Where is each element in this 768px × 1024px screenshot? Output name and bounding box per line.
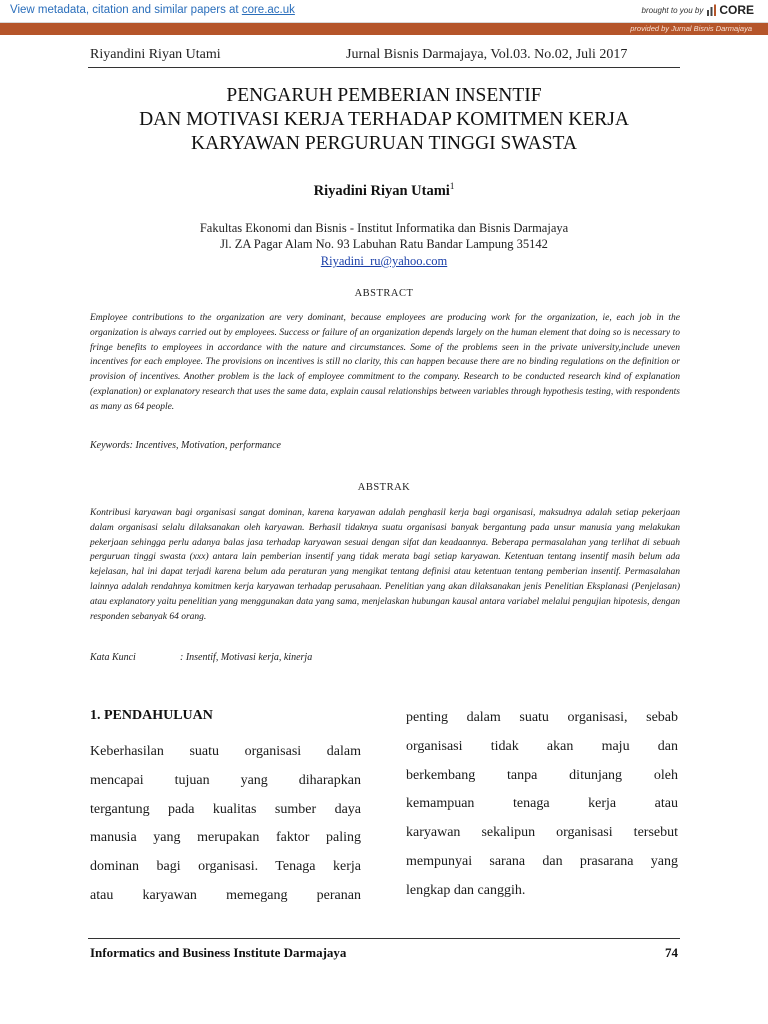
title-line-3: KARYAWAN PERGURUAN TINGGI SWASTA: [191, 133, 577, 154]
body-column-right: [406, 704, 678, 906]
body-line: organisasi tidak akan maju dan: [406, 738, 678, 754]
core-logo-icon: [706, 4, 717, 17]
core-logo-text: CORE: [719, 3, 754, 17]
provided-by-bar: [0, 23, 768, 35]
body-line: lengkap dan canggih.: [406, 882, 526, 898]
keywords-id: [90, 652, 680, 663]
body-column-left: [90, 738, 361, 911]
core-logo[interactable]: [706, 3, 754, 17]
body-line: manusia yang merupakan faktor paling: [90, 830, 361, 846]
body-line: penting dalam suatu organisasi, sebab: [406, 710, 678, 725]
keywords-id-values: : Insentif, Motivasi kerja, kinerja: [180, 652, 313, 663]
running-header-author: Riyandini Riyan Utami: [90, 47, 221, 62]
header-rule: [88, 67, 680, 68]
footer-rule: [88, 938, 680, 939]
affiliation-line-2: Jl. ZA Pagar Alam No. 93 Labuhan Ratu Bandar Lampung 35142: [220, 237, 548, 251]
body-line: berkembang tanpa ditunjang oleh: [406, 767, 678, 783]
core-link[interactable]: core.ac.uk: [241, 4, 295, 16]
body-line: tergantung pada kualitas sumber daya: [90, 801, 361, 817]
body-line: mempunyai sarana dan prasarana yang: [406, 853, 678, 869]
provided-by-text: provided by Jurnal Bisnis Darmajaya: [630, 24, 752, 33]
abstrak-body: Kontribusi karyawan bagi organisasi sangat dominan, karena karyawan adalah penghasil kerja bagi organisasi, maksudnya adalah setiap pekerjaan dalam organisasi selalu dilaksanakan oleh karyawan. Berhasil tidaknya suatu organisasi banyak bergantung pada unsur manusia yang melakukan pekerjaan sehingga perlu adanya balas jasa terhadap karyawan sesuai dengan sifat dan keadaannya. Beberapa permasalahan yang terlihat di sebuah perguruan tinggi swasta (xxx) antara lain pemberian insentif yang tidak merata bagi setiap karyawan. Ketentuan tentang insentif masih belum ada kejelasan, hal ini dapat terjadi karena belum ada peraturan yang mengikat tentang definisi atau ketentuan tentang pemberian insentif. Permasalahan lainnya adalah rendahnya komitmen kerja karyawan terhadap perusahaan. Penelitian yang akan dilaksanakan jenis Penelitian Eksplanasi (Penjelasan) atau explanatory yaitu penelitian yang menggunakan data yang sama, menjelaskan hubungan kausal antara variabel melalui pengujian hipotesis, dengan responden sebanyak 64 orang.: [90, 508, 680, 622]
abstract-label: ABSTRACT: [354, 288, 414, 299]
body-line: atau karyawan memegang peranan: [90, 887, 361, 903]
author: [80, 181, 688, 200]
core-brand[interactable]: [642, 3, 755, 17]
author-name: Riyadini Riyan Utami: [313, 182, 450, 199]
keywords-en: Keywords: Incentives, Motivation, performance: [90, 440, 281, 451]
abstract-body: Employee contributions to the organization are very dominant, because employees are producing work for the organization, ie, each job in the organization is always carried out by employees. Success or failure of an organization depends largely on the human element that doing so is necessary to fringe benefits to employees in accordance with the nature and circumstances. Some of the problems seen in the private university,include uneven incentives for each employee. The provisions on incentives is still no clarity, this can happen because there are no binding regulations on the definition or provision of incentives. Another problem is the lack of employee commitment to the company. Research to be conducted research kind of explanation (explanation) or explanatory research that uses the same data, explain causal relationships between variables through hypothesis testing, with respondents as many as 64 people.: [90, 313, 680, 412]
body-line: Keberhasilan suatu organisasi dalam: [90, 744, 361, 759]
page-number: 74: [665, 945, 678, 960]
body-line: mencapai tujuan yang diharapkan: [90, 772, 361, 788]
title-line-2: DAN MOTIVASI KERJA TERHADAP KOMITMEN KERJA: [139, 109, 629, 130]
author-email-link[interactable]: Riyadini_ru@yahoo.com: [320, 254, 448, 268]
affiliation-line-1: Fakultas Ekonomi dan Bisnis - Institut Informatika dan Bisnis Darmajaya: [199, 221, 569, 235]
core-banner: [0, 0, 768, 23]
section-heading: 1. PENDAHULUAN: [90, 708, 213, 723]
body-line: kemampuan tenaga kerja atau: [406, 796, 678, 812]
paper-title: [80, 84, 688, 156]
author-superscript: 1: [449, 181, 455, 191]
body-line: karyawan sekalipun organisasi tersebut: [406, 825, 678, 841]
brought-to-you-text: brought to you by: [641, 5, 704, 15]
core-metadata-text[interactable]: [10, 4, 295, 16]
core-metadata-label: View metadata, citation and similar papers at: [10, 4, 242, 16]
running-header-journal: Jurnal Bisnis Darmajaya, Vol.03. No.02, Juli 2017: [346, 47, 628, 62]
title-line-1: PENGARUH PEMBERIAN INSENTIF: [226, 85, 542, 106]
footer-institution: Informatics and Business Institute Darmajaya: [90, 945, 347, 960]
keywords-id-label: Kata Kunci: [90, 652, 136, 663]
abstrak-label: ABSTRAK: [357, 482, 411, 493]
body-line: dominan bagi organisasi. Tenaga kerja: [90, 859, 361, 875]
